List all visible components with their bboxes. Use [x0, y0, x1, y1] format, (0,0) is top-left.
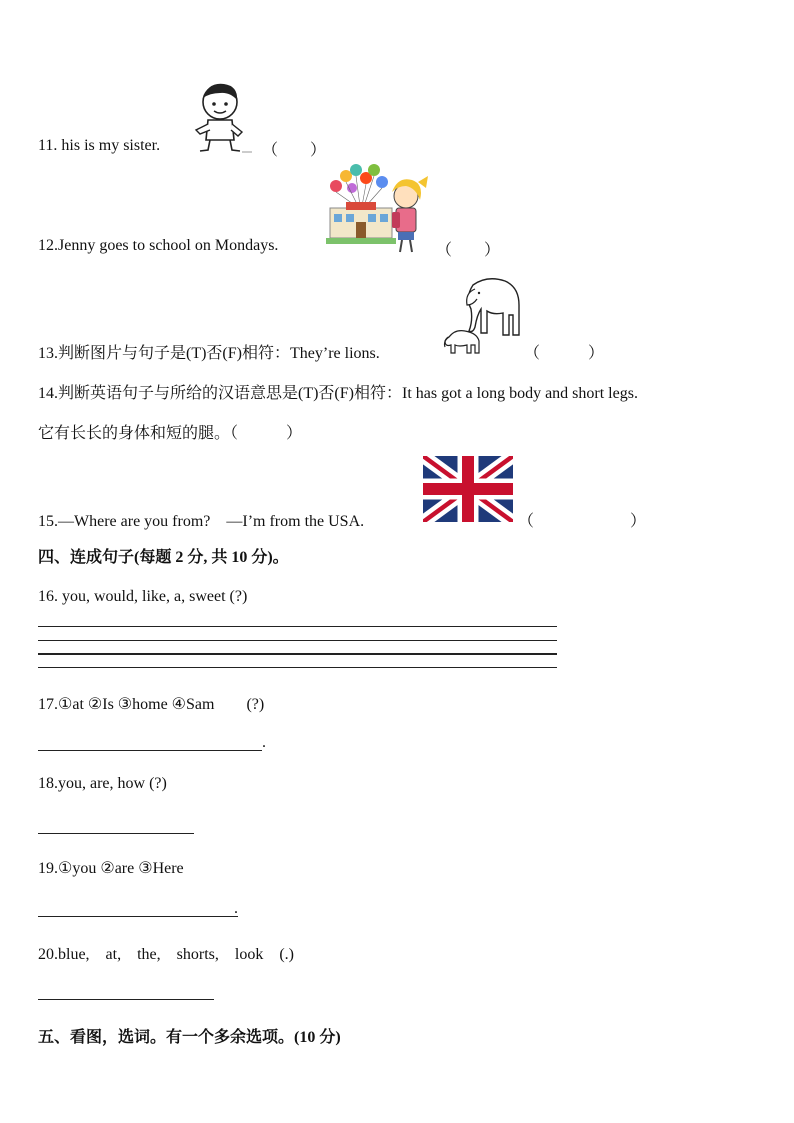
question-17-period: . — [262, 734, 266, 751]
elephant-picture — [443, 275, 523, 357]
answer-line-16d[interactable] — [38, 667, 557, 668]
answer-line-16a[interactable] — [38, 626, 557, 627]
answer-line-20[interactable] — [38, 999, 214, 1000]
question-15-text: 15.—Where are you from? —I’m from the USA. — [38, 513, 365, 530]
answer-line-19[interactable] — [38, 916, 238, 917]
answer-line-16b[interactable] — [38, 640, 557, 641]
answer-paren-11[interactable]: （ ） — [262, 142, 327, 159]
question-19-text: 19.①you ②are ③Here — [38, 860, 184, 877]
question-17-text: 17.①at ②Is ③home ④Sam (?) — [38, 696, 265, 713]
answer-paren-15[interactable]: （ ） — [518, 513, 647, 530]
question-14-line2: 它有长长的身体和短的腿。（ ） — [38, 425, 303, 442]
answer-line-18[interactable] — [38, 833, 194, 834]
question-18-text: 18.you, are, how (?) — [38, 775, 167, 792]
question-14-line1: 14.判断英语句子与所给的汉语意思是(T)否(F)相符：It has got a long body and short legs. — [38, 385, 638, 402]
question-12-text: 12.Jenny goes to school on Mondays. — [38, 237, 279, 254]
union-jack-flag-picture — [423, 456, 513, 522]
school-girl-picture — [326, 162, 432, 254]
question-11-text: 11. his is my sister. — [38, 137, 161, 154]
boy-picture — [190, 80, 254, 154]
answer-paren-13[interactable]: （ ） — [524, 345, 605, 362]
section-4-title: 四、连成句子(每题 2 分, 共 10 分)。 — [38, 549, 289, 566]
question-16-text: 16. you, would, like, a, sweet (?) — [38, 588, 248, 605]
question-13-text: 13.判断图片与句子是(T)否(F)相符：They’re lions. — [38, 345, 380, 362]
answer-line-17[interactable] — [38, 750, 262, 751]
question-19-period: . — [234, 900, 238, 917]
answer-line-16c[interactable] — [38, 653, 557, 655]
question-20-text: 20.blue, at, the, shorts, look (.) — [38, 946, 294, 963]
answer-paren-12[interactable]: （ ） — [436, 242, 501, 259]
section-5-title: 五、看图，选词。有一个多余选项。(10 分) — [38, 1029, 341, 1046]
